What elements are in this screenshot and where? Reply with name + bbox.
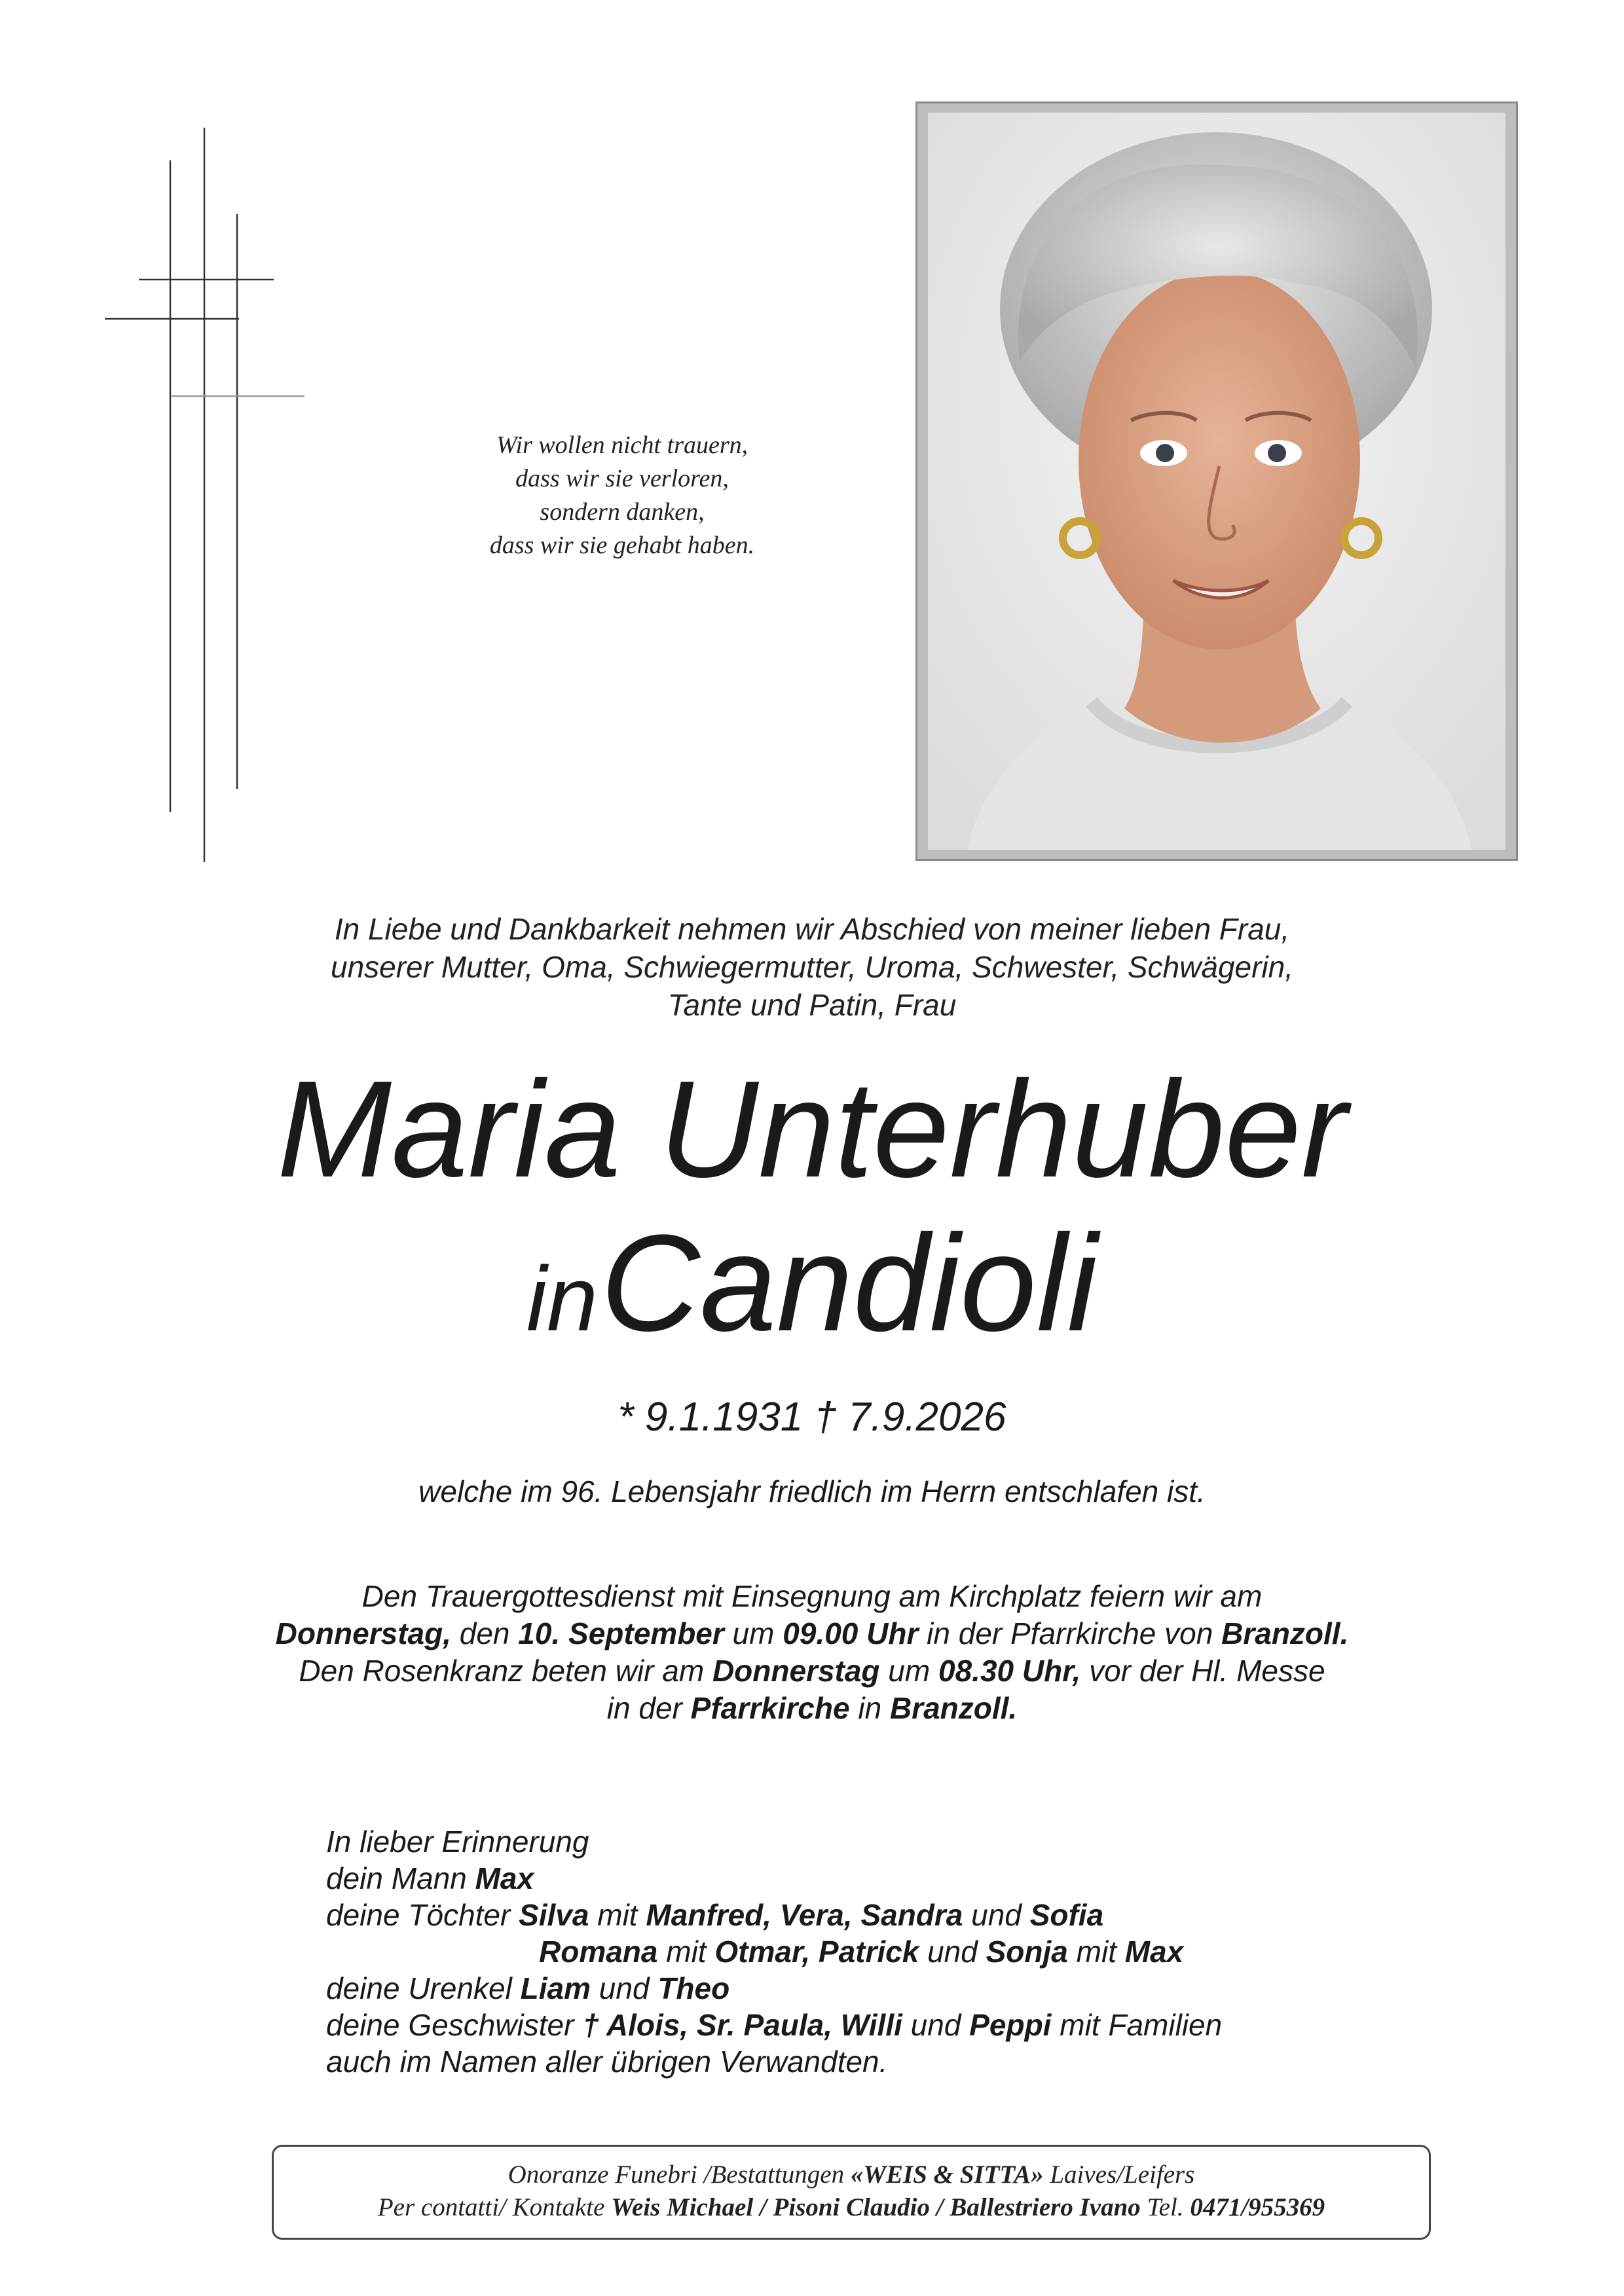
age-line: welche im 96. Lebensjahr friedlich im Herrn entschlafen ist. — [418, 1474, 1206, 1508]
married-name: in Candioli — [526, 1206, 1098, 1360]
deceased-name: Maria Unterhuber — [276, 1052, 1348, 1206]
life-dates: * 9.1.1931 † 7.9.2026 — [618, 1394, 1006, 1440]
funeral-home-footer: Onoranze Funebri /Bestattungen «WEIS & SITTA» Laives/Leifers Per contatti/ Kontakte Weis Michael / Pisoni Claudio / Ballestriero Ivano Tel. 0471/955369 — [272, 2145, 1431, 2240]
memorial-quote: Wir wollen nicht trauern, dass wir sie verloren, sondern danken, dass wir sie gehabt haben. — [489, 431, 755, 559]
family-list: In lieber Erinnerung dein Mann Max deine Töchter Silva mit Manfred, Vera, Sandra und Sofia Romana mit Otmar, Patrick und Sonja mit Max deine Urenkel Liam und Theo deine Geschwister † Alois, Sr. Paula, Willi und Peppi mit Familien auch im Namen aller übrigen Verwandten. — [326, 1825, 1223, 2079]
service-info: Den Trauergottesdienst mit Einsegnung am Kirchplatz feiern wir am Donnerstag, den 10. September um 09.00 Uhr in der Pfarrkirche von Branzoll. Den Rosenkranz beten wir am Donnerstag um 08.30 Uhr, vor der Hl. Messe in der Pfarrkirche in Branzoll. — [275, 1579, 1349, 1725]
portrait-image — [928, 113, 1505, 850]
intro-text: In Liebe und Dankbarkeit nehmen wir Abschied von meiner lieben Frau, unserer Mutter, Oma, Schwiegermutter, Uroma, Schwester, Schwägerin, Tante und Patin, Frau — [330, 912, 1294, 1022]
cross-icon — [98, 128, 314, 881]
portrait-photo — [915, 101, 1518, 861]
